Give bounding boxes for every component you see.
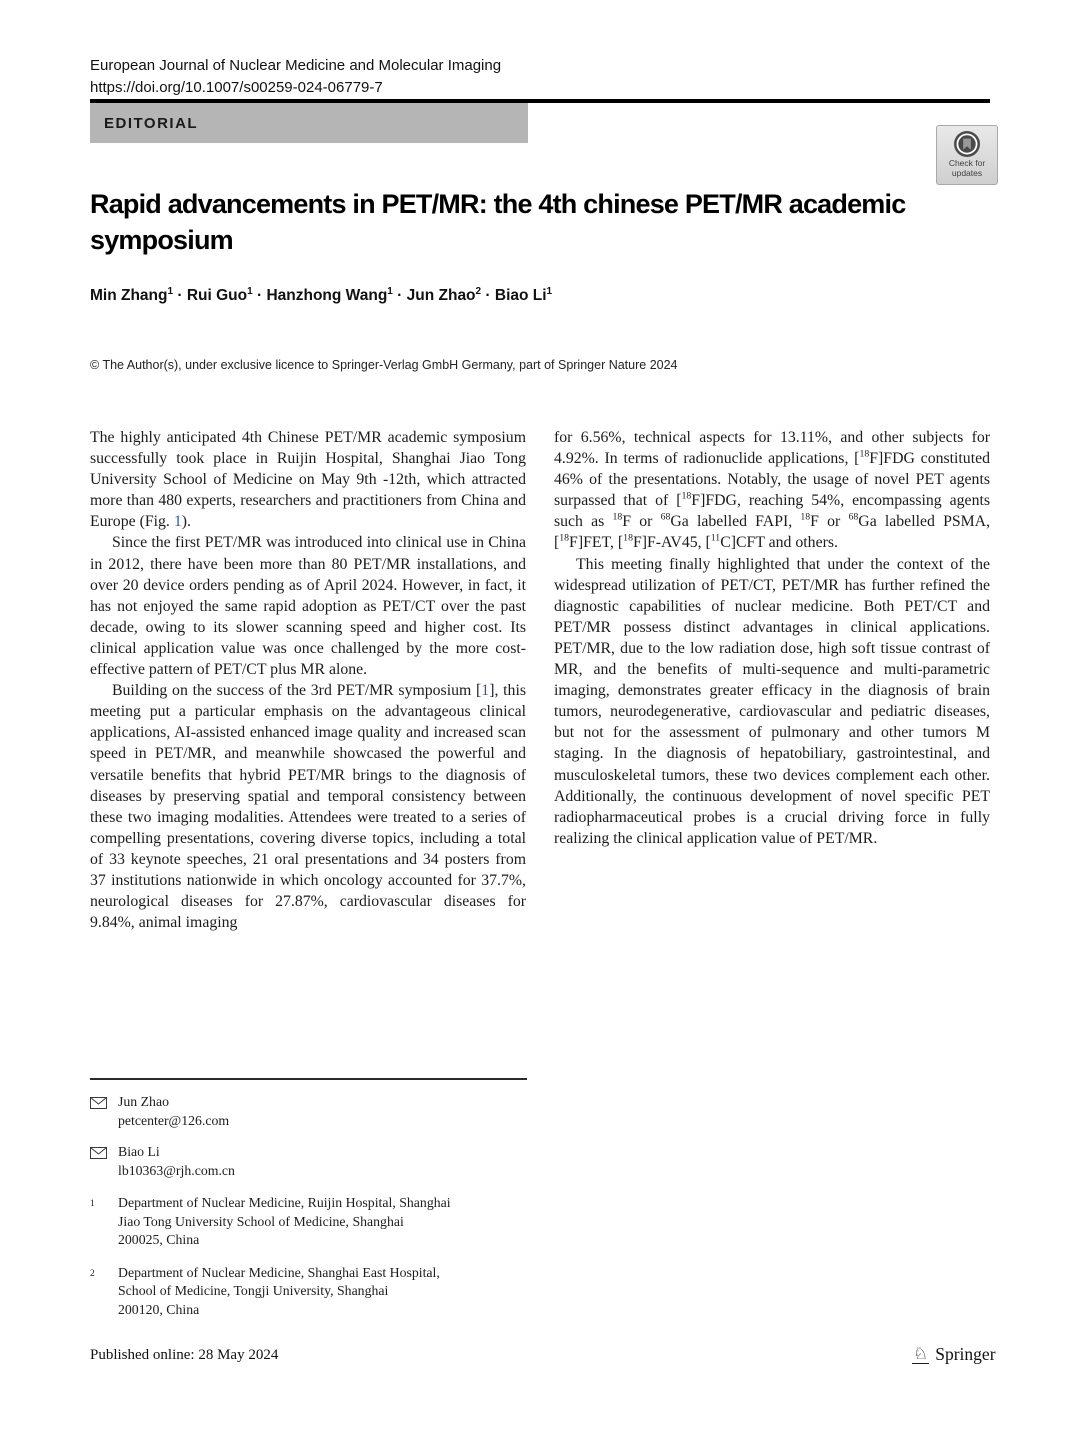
article-type-label: EDITORIAL (104, 114, 199, 132)
paragraph: The highly anticipated 4th Chinese PET/MR academic symposium successfully took place in Ruijin Hospital, Shanghai Jiao Tong University School of Medicine on May 9th -12th, which attracted more than 480 experts, researchers and practitioners from China and Europe (Fig. 1). (90, 429, 526, 531)
springer-wordmark: Springer (935, 1344, 996, 1364)
affiliation-number: 1 (90, 1199, 95, 1209)
isotope-superscript: 11 (710, 533, 721, 545)
article-title (90, 186, 970, 258)
correspondence-item (90, 1143, 527, 1180)
correspondent-name: Jun Zhao (118, 1094, 169, 1109)
springer-logo (912, 1344, 996, 1365)
affiliation-item (90, 1194, 527, 1250)
envelope-icon (90, 1093, 107, 1130)
published-online: Published online: 28 May 2024 (90, 1347, 279, 1363)
author-separator: · (252, 287, 267, 305)
springer-horse-icon: ♘ (913, 1344, 929, 1363)
journal-title: European Journal of Nuclear Medicine and Molecular Imaging (90, 57, 502, 74)
author-affiliation-ref: 1 (247, 286, 253, 297)
correspondent-email: lb10363@rjh.com.cn (118, 1162, 235, 1178)
author-list (90, 286, 552, 305)
correspondent-email: petcenter@126.com (118, 1112, 230, 1128)
affiliation-text (118, 1264, 527, 1320)
author-name: Jun Zhao (406, 287, 476, 305)
isotope-superscript: 68 (660, 512, 671, 524)
envelope-icon (90, 1143, 107, 1180)
affiliation-line: 200025, China (118, 1232, 200, 1247)
article-body (90, 427, 990, 933)
author-name: Rui Guo (186, 287, 248, 305)
paragraph: This meeting finally highlighted that under the context of the widespread utilization of PET/CT, PET/MR has further refined the diagnostic capabilities of nuclear medicine. Both PET/CT and PET/MR possess distinct advantages in clinical applications. PET/MR, due to the low radiation dose, high soft tissue contrast of MR, and the benefits of multi-sequence and multi-parametric imaging, demonstrates greater efficacy in the diagnosis of brain tumors, neurodegenerative, cardiovascular and pediatric diseases, but not for the assessment of pulmonary and other tumors M staging. In the diagnosis of hepatobiliary, gastrointestinal, and musculoskeletal tumors, these two devices complement each other. Additionally, the continuous development of novel specific PET radiopharmaceutical probes is a crucial driving force in fully realizing the clinical application value of PET/MR. (554, 555, 990, 847)
affiliation-list (90, 1194, 527, 1319)
column-left (90, 427, 526, 933)
author-separator: · (481, 287, 495, 305)
author-affiliation-ref: 2 (475, 286, 482, 297)
affiliation-text (118, 1194, 527, 1250)
article-title-line-1: Rapid advancements in PET/MR: the 4th chinese PET/MR academic (90, 189, 906, 219)
author-name: Hanzhong Wang (266, 287, 388, 305)
affiliation-line: Jiao Tong University School of Medicine, Shanghai (118, 1213, 404, 1229)
correspondence-item (90, 1093, 527, 1130)
author-separator: · (173, 287, 187, 305)
isotope-superscript: 18 (681, 491, 692, 503)
check-updates-icon (953, 130, 981, 158)
isotope-superscript: 18 (623, 533, 633, 545)
citation-link[interactable]: 1 (481, 682, 490, 700)
isotope-superscript: 68 (848, 512, 859, 524)
author-name: Biao Li (494, 287, 547, 305)
affiliation-line: School of Medicine, Tongji University, Shanghai (118, 1283, 389, 1298)
check-updates-text-2: updates (951, 168, 983, 178)
affiliation-number: 2 (90, 1268, 95, 1279)
paragraph: Since the first PET/MR was introduced into clinical use in China in 2012, there have been more than 80 PET/MR installations, and over 20 device orders pending as of April 2024. However, in fact, it has not enjoyed the same rapid adoption as PET/CT over the past decade, owing to its slower scanning speed and higher cost. Its clinical application value was once challenged by the more cost-effective pattern of PET/CT plus MR alone. (90, 534, 526, 679)
isotope-superscript: 18 (559, 533, 570, 545)
copyright-line: © The Author(s), under exclusive licence to Springer-Verlag GmbH Germany, part of Springer Nature 2024 (90, 358, 678, 372)
isotope-superscript: 18 (859, 448, 870, 460)
affiliation-line: Department of Nuclear Medicine, Ruijin Hospital, Shanghai (118, 1195, 451, 1210)
paragraph: Building on the success of the 3rd PET/MR symposium [1], this meeting put a particular emphasis on the advantageous clinical applications, AI-assisted enhanced image quality and increased scan speed in PET/MR, and meanwhile showcased the powerful and versatile benefits that hybrid PET/MR brings to the diagnosis of diseases by preserving spatial and temporal consistency between these two imaging modalities. Attendees were treated to a series of compelling presentations, covering diverse topics, including a total of 33 keynote speeches, 21 oral presentations and 34 posters from 37 institutions nationwide in which oncology accounted for 37.7%, neurological diseases for 27.87%, cardiovascular diseases for 9.84%, animal imaging (90, 682, 526, 932)
isotope-superscript: 18 (800, 512, 811, 524)
isotope-superscript: 18 (612, 512, 623, 524)
footnote-rule (90, 1078, 527, 1080)
affiliation-line: Department of Nuclear Medicine, Shanghai East Hospital, (118, 1264, 440, 1280)
author-affiliation-ref: 1 (546, 286, 553, 297)
author-affiliation-ref: 1 (167, 286, 174, 297)
column-right (554, 427, 990, 933)
correspondence-text (118, 1093, 229, 1130)
check-updates-text-1: Check for (948, 158, 986, 168)
affiliation-item (90, 1264, 527, 1320)
doi-link[interactable]: https://doi.org/10.1007/s00259-024-06779-7 (90, 79, 383, 96)
article-type-banner (90, 103, 528, 143)
correspondence-text (118, 1143, 235, 1180)
correspondence-list (90, 1093, 527, 1180)
correspondent-name: Biao Li (118, 1144, 160, 1159)
citation-link[interactable]: 1 (173, 513, 182, 531)
check-for-updates-button[interactable] (936, 125, 998, 185)
article-title-line-2: symposium (90, 225, 233, 255)
author-affiliation-ref: 1 (387, 286, 393, 297)
affiliation-line: 200120, China (118, 1301, 200, 1317)
author-separator: · (392, 287, 407, 305)
footnote-block (90, 1078, 527, 1319)
author-name: Min Zhang (90, 287, 168, 305)
paragraph: for 6.56%, technical aspects for 13.11%, and other subjects for 4.92%. In terms of radionuclide applications, [$^{18}$F]FDG constituted 46% of the presentations. Notably, the usage of novel PET agents surpassed that of [$^{18}$F]FDG, reaching 54%, encompassing agents such as $^{18}$F or $^{68}$Ga labelled FAPI, $^{18}$F or $^{68}$Ga labelled PSMA, [$^{18}$F]FET, [$^{18}$F]F-AV45, [$^{11}$C]CFT and others. (554, 429, 991, 552)
